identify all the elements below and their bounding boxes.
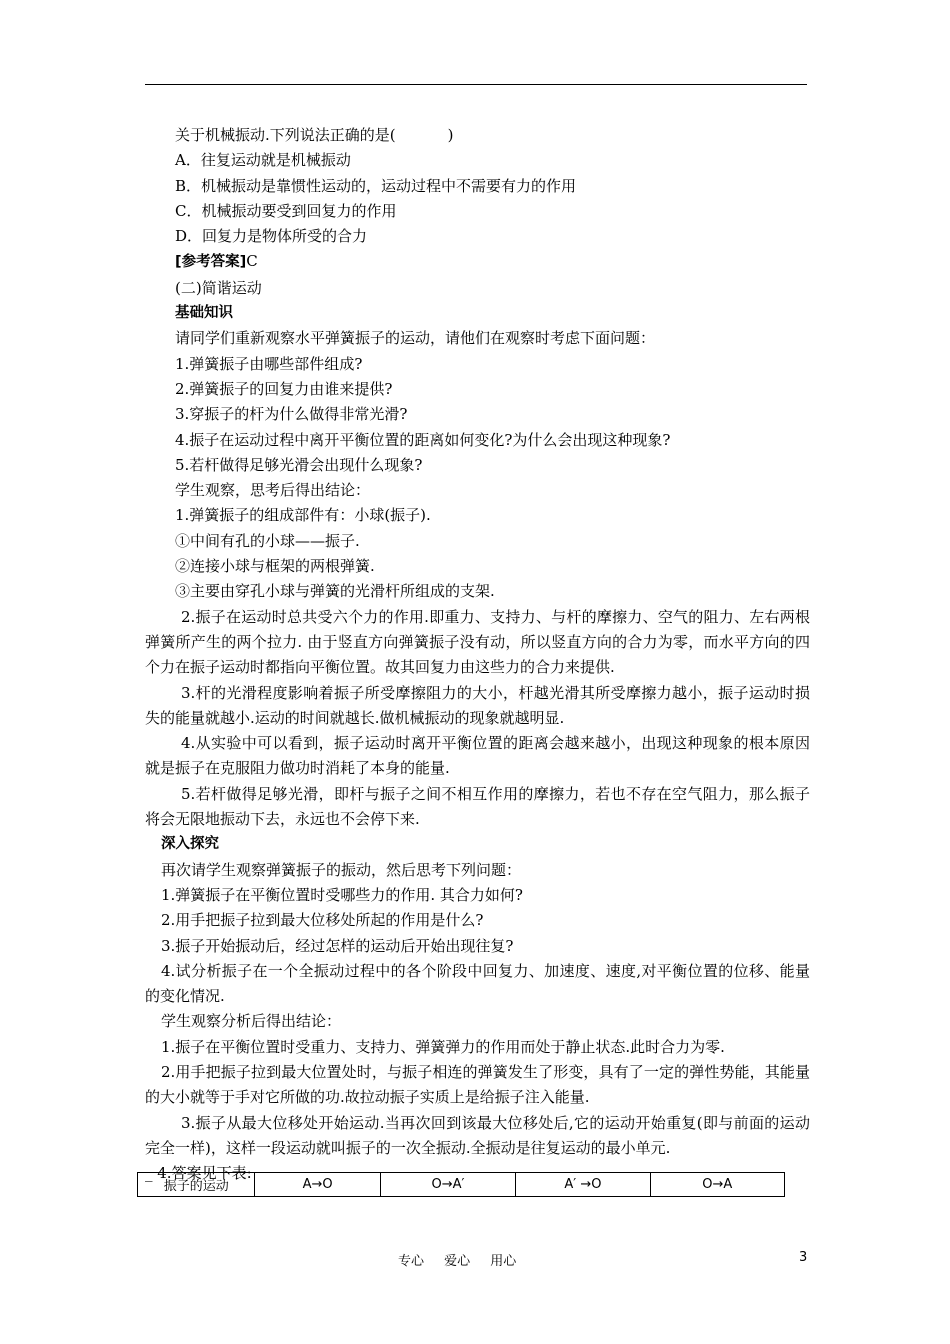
basic-intro: 请同学们重新观察水平弹簧振子的运动，请他们在观察时考虑下面问题： [175, 329, 656, 348]
answer-table [137, 1172, 785, 1197]
basic-question-1: 1.弹簧振子由哪些部件组成? [175, 354, 363, 373]
conclusion-1: 1.弹簧振子的组成部件有：小球(振子). [175, 506, 431, 525]
conclusion-intro: 学生观察，思考后得出结论： [175, 481, 371, 500]
conclusion-1-item-1: ①中间有孔的小球——振子. [175, 531, 360, 550]
table-row [138, 1173, 785, 1197]
deep-conclusion-4: _ 4.答案见下表: [145, 1164, 252, 1183]
conclusion-1-item-2: ②连接小球与框架的两根弹簧. [175, 557, 375, 576]
deep-conclusion-1: 1.振子在平衡位置时受重力、支持力、弹簧弹力的作用而处于静止状态.此时合力为零. [161, 1037, 725, 1056]
deep-question-4: 4.试分析振子在一个全振动过程中的各个阶段中回复力、加速度、速度,对平衡位置的位移、能量的变化情况. [145, 961, 810, 1006]
table-cell-header: 振子的运动 [138, 1173, 255, 1197]
deep-question-3: 3.振子开始振动后，经过怎样的运动后开始出现往复? [161, 936, 514, 955]
answer-label: [参考答案] [175, 254, 247, 271]
basic-question-5: 5.若杆做得足够光滑会出现什么现象? [175, 455, 423, 474]
basic-question-3: 3.穿振子的杆为什么做得非常光滑? [175, 405, 408, 424]
deep-intro: 再次请学生观察弹簧振子的振动，然后思考下列问题： [161, 860, 522, 879]
document-body [145, 123, 810, 1186]
deep-question-2: 2.用手把振子拉到最大位移处所起的作用是什么? [161, 911, 484, 930]
conclusion-2: 2.振子在运动时总共受六个力的作用.即重力、支持力、与杆的摩擦力、空气的阻力、左右两根弹簧所产生的两个拉力. 由于竖直方向弹簧振子没有动，所以竖直方向的合力为零，而水平方向的四个力在振子运动时都指向平衡位置。故其回复力由这些力的合力来提供. [145, 607, 810, 677]
deep-conclusion-3: 3.振子从最大位移处开始运动.当再次回到该最大位移处后,它的运动开始重复(即与前面的运动完全一样)，这样一段运动就叫振子的一次全振动.全振动是往复运动的最小单元. [145, 1113, 810, 1157]
conclusion-1-item-3: ③主要由穿孔小球与弹簧的光滑杆所组成的支架. [175, 582, 495, 601]
table-cell: A′ →O [516, 1173, 650, 1197]
answer-line [145, 249, 810, 275]
deep-conclusion-intro: 学生观察分析后得出结论： [161, 1012, 342, 1031]
option-d: D．回复力是物体所受的合力 [175, 227, 368, 246]
conclusion-4: 4.从实验中可以看到，振子运动时离开平衡位置的距离会越来越小，出现这种现象的根本原因就是振子在克服阻力做功时消耗了本身的能量. [145, 734, 810, 778]
option-a: A．往复运动就是机械振动 [175, 151, 351, 170]
section-title: (二)简谐运动 [175, 278, 262, 297]
conclusion-5: 5.若杆做得足够光滑，即杆与振子之间不相互作用的摩擦力，若也不存在空气阻力，那么振子将会无限地振动下去，永远也不会停下来. [145, 784, 810, 829]
option-b: B．机械振动是靠惯性运动的，运动过程中不需要有力的作用 [175, 176, 577, 195]
header-rule [145, 84, 807, 85]
conclusion-3: 3.杆的光滑程度影响着振子所受摩擦阻力的大小，杆越光滑其所受摩擦力越小，振子运动时损失的能量就越小.运动的时间就越长.做机械振动的现象就越明显. [145, 683, 810, 727]
deep-question-1: 1.弹簧振子在平衡位置时受哪些力的作用. 其合力如何? [161, 885, 523, 904]
basic-question-4: 4.振子在运动过程中离开平衡位置的距离如何变化?为什么会出现这种现象? [175, 430, 671, 449]
page-number: 3 [799, 1250, 808, 1265]
question-stem: 关于机械振动.下列说法正确的是( ) [175, 126, 454, 144]
option-c: C．机械振动要受到回复力的作用 [175, 201, 397, 220]
basic-question-2: 2.弹簧振子的回复力由谁来提供? [175, 379, 393, 398]
deep-conclusion-2: 2.用手把振子拉到最大位置处时，与振子相连的弹簧发生了形变，具有了一定的弹性势能，其能量的大小就等于手对它所做的功.故拉动振子实质上是给振子注入能量. [145, 1062, 810, 1107]
footer-motto: 专心 爱心 用心 [398, 1254, 517, 1269]
table-cell: A→O [255, 1173, 380, 1197]
deep-heading: 深入探究 [161, 836, 219, 853]
table-cell: O→A′ [380, 1173, 515, 1197]
answer-value: C [246, 252, 258, 271]
table-cell: O→A [650, 1173, 784, 1197]
basic-heading: 基础知识 [175, 305, 233, 322]
